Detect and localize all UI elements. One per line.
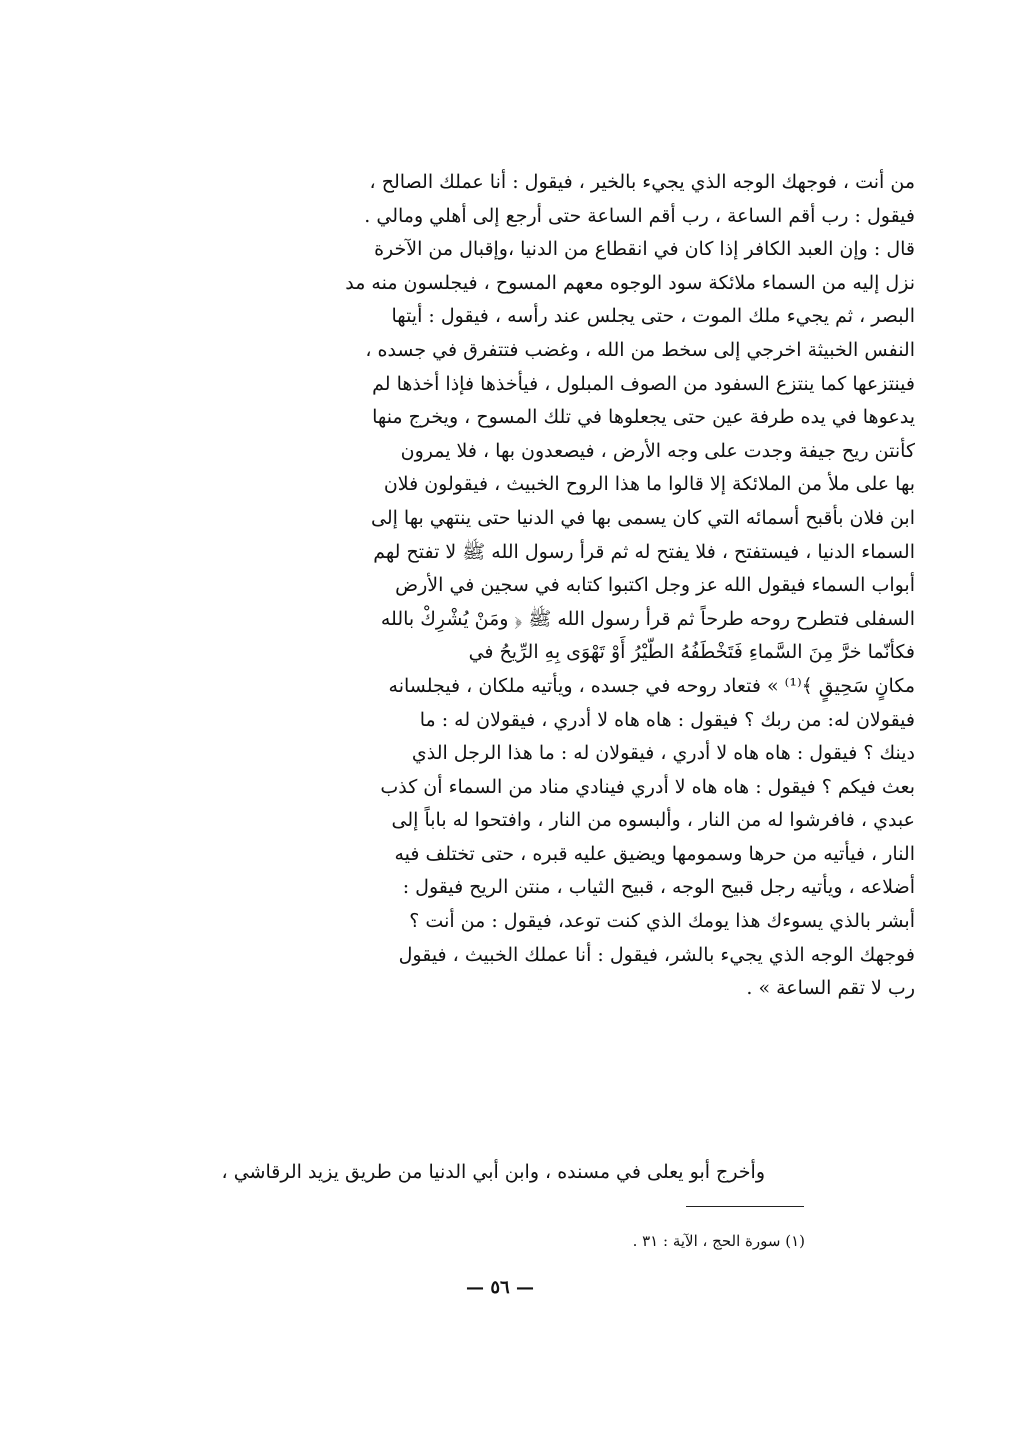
text-line: فيقولان له: من ربك ؟ فيقول : هاه هاه لا أدري ، فيقولان له : ما bbox=[419, 708, 915, 731]
page-number: — ٥٦ — bbox=[466, 1277, 534, 1298]
text-line: مكانٍ سَحِيقٍ ﴾⁽¹⁾ » فتعاد روحه في جسده ، ويأتيه ملكان ، فيجلسانه bbox=[388, 674, 915, 697]
footnote: (١) سورة الحج ، الآية : ٣١ . bbox=[632, 1232, 805, 1250]
text-line: رب لا تقم الساعة » . bbox=[746, 977, 915, 1000]
text-line: أبشر بالذي يسوءك هذا يومك الذي كنت توعد، فيقول : من أنت ؟ bbox=[409, 910, 915, 933]
text-line: يدعوها في يده طرفة عين حتى يجعلوها في تلك المسوح ، ويخرج منها bbox=[372, 406, 915, 429]
text-line: نزل إليه من السماء ملائكة سود الوجوه معهم المسوح ، فيجلسون منه مد bbox=[345, 271, 915, 294]
text-line: كأنتن ريح جيفة وجدت على وجه الأرض ، فيصعدون بها ، فلا يمرون bbox=[400, 439, 915, 462]
text-line: النار ، فيأتيه من حرها وسمومها ويضيق عليه قبره ، حتى تختلف فيه bbox=[394, 842, 915, 865]
text-line: ابن فلان بأقبح أسمائه التي كان يسمى بها في الدنيا حتى ينتهي بها إلى bbox=[370, 506, 915, 529]
text-line: عبدي ، فافرشوا له من النار ، وألبسوه من النار ، وافتحوا له باباً إلى bbox=[391, 809, 915, 832]
text-line: بعث فيكم ؟ فيقول : هاه هاه لا أدري فينادي مناد من السماء أن كذب bbox=[380, 775, 915, 798]
text-line: بها على ملأ من الملائكة إلا قالوا ما هذا الروح الخبيث ، فيقولون فلان bbox=[383, 473, 915, 496]
text-line: من أنت ، فوجهك الوجه الذي يجيء بالخير ، فيقول : أنا عملك الصالح ، bbox=[369, 171, 915, 193]
text-line: قال : وإن العبد الكافر إذا كان في انقطاع من الدنيا ،وإقبال من الآخرة bbox=[374, 238, 915, 261]
quran-verse-line: فكأنّما خرَّ مِنَ السَّماءِ فَتَخْطَفُهُ الطّيْرُ أَوْ تَهْوَى بِهِ الرِّيحُ في bbox=[468, 641, 915, 664]
text-line: السفلى فتطرح روحه طرحاً ثم قرأ رسول الله ﷺ ﴿ ومَنْ يُشْرِكْ بالله bbox=[380, 607, 915, 630]
footnote-divider bbox=[686, 1206, 804, 1207]
text-line: فوجهك الوجه الذي يجيء بالشر، فيقول : أنا عملك الخبيث ، فيقول bbox=[398, 943, 915, 966]
text-line: أضلاعه ، ويأتيه رجل قبيح الوجه ، قبيح الثياب ، منتن الريح فيقول : bbox=[402, 876, 915, 899]
text-line: النفس الخبيثة اخرجي إلى سخط من الله ، وغضب فتتفرق في جسده ، bbox=[365, 338, 915, 361]
text-line: دينك ؟ فيقول : هاه هاه لا أدري ، فيقولان له : ما هذا الرجل الذي bbox=[411, 742, 915, 765]
text-line: السماء الدنيا ، فيستفتح ، فلا يفتح له ثم قرأ رسول الله ﷺ لا تفتح لهم bbox=[373, 540, 915, 563]
main-text-block bbox=[180, 166, 915, 1006]
text-line: أبواب السماء فيقول الله عز وجل اكتبوا كتابه في سجين في الأرض bbox=[395, 574, 915, 597]
final-paragraph: وأخرج أبو يعلى في مسنده ، وابن أبي الدنيا من طريق يزيد الرقاشي ، bbox=[221, 1161, 765, 1183]
text-line: فيقول : رب أقم الساعة ، رب أقم الساعة حتى أرجع إلى أهلي ومالي . bbox=[364, 204, 915, 227]
text-line: فينتزعها كما ينتزع السفود من الصوف المبلول ، فيأخذها فإذا أخذها لم bbox=[372, 372, 915, 395]
text-line: البصر ، ثم يجيء ملك الموت ، حتى يجلس عند رأسه ، فيقول : أيتها bbox=[391, 305, 915, 328]
